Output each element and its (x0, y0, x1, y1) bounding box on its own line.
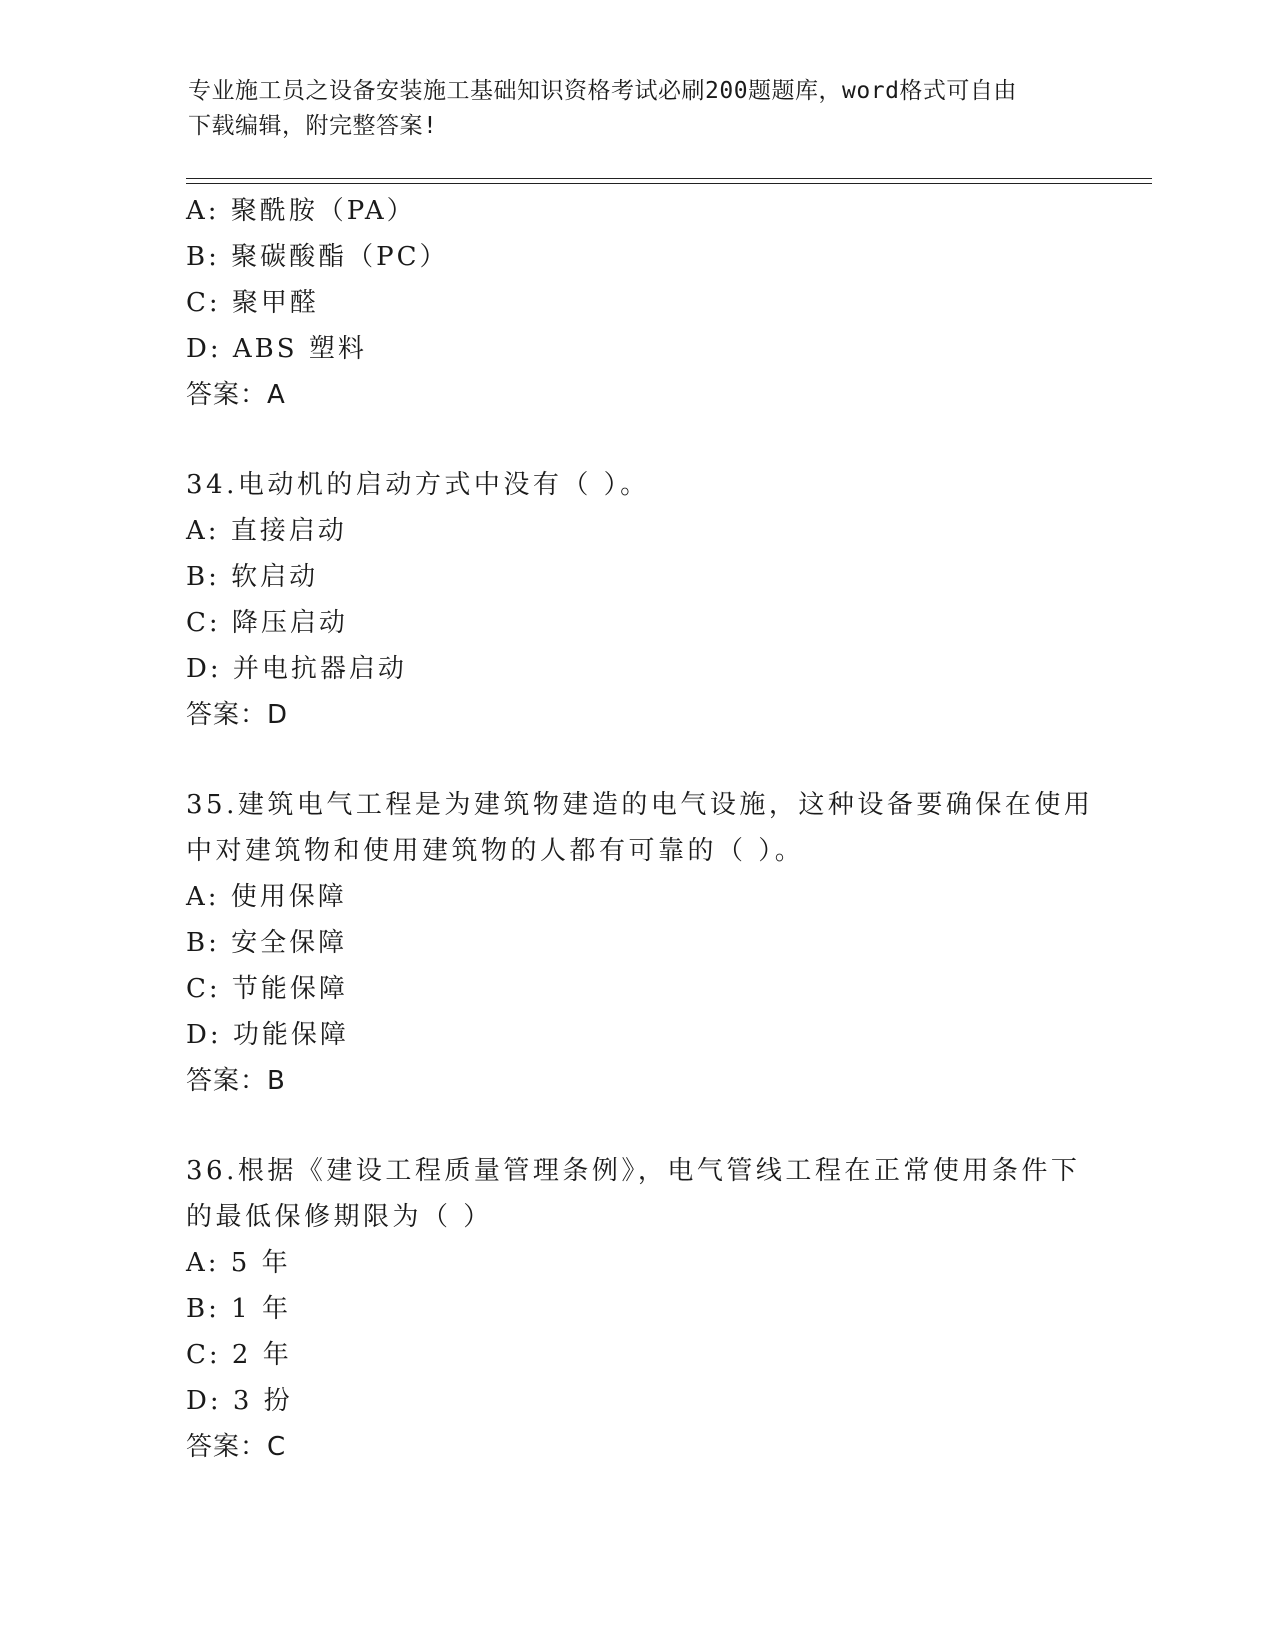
header-line-2: 下载编辑，附完整答案! (188, 113, 438, 139)
question-block-35 (186, 782, 1094, 1104)
header-line-1: 专业施工员之设备安装施工基础知识资格考试必刷200题题库，word格式可自由 (188, 78, 1017, 104)
option-b: B: 软启动 (186, 562, 319, 592)
answer-line: 答案：D (186, 700, 289, 730)
question-block-36 (186, 1148, 1086, 1470)
option-d: D: 并电抗器启动 (186, 654, 407, 684)
question-stem-line-1: 35.建筑电气工程是为建筑物建造的电气设施，这种设备要确保在使用 (186, 790, 1094, 820)
option-b: B: 安全保障 (186, 928, 348, 958)
question-stem: 34.电动机的启动方式中没有（ ）。 (186, 470, 650, 500)
question-block-33 (186, 188, 1086, 418)
question-list (186, 188, 1094, 1470)
option-d: D: 功能保障 (186, 1020, 349, 1050)
option-c: C: 2 年 (186, 1340, 292, 1370)
spacer (186, 1104, 1086, 1148)
spacer (186, 418, 1086, 462)
document-header (188, 74, 1078, 144)
option-c: C: 节能保障 (186, 974, 348, 1004)
option-a: A: 聚酰胺（PA） (186, 196, 416, 226)
answer-line: 答案：B (186, 1066, 286, 1096)
question-stem-line-2: 中对建筑物和使用建筑物的人都有可靠的（ ）。 (186, 836, 805, 866)
question-stem-line-1: 36.根据《建设工程质量管理条例》，电气管线工程在正常使用条件下 (186, 1156, 1081, 1186)
option-d: D: 3 扮 (186, 1386, 293, 1416)
option-c: C: 降压启动 (186, 608, 348, 638)
question-stem-line-2: 的最低保修期限为（ ） (186, 1202, 493, 1232)
option-a: A: 使用保障 (186, 882, 347, 912)
answer-line: 答案：C (186, 1432, 287, 1462)
option-b: B: 1 年 (186, 1294, 291, 1324)
answer-line: 答案：A (186, 380, 286, 410)
option-c: C: 聚甲醛 (186, 288, 319, 318)
header-divider (186, 178, 1152, 184)
option-d: D: ABS 塑料 (186, 334, 367, 364)
spacer (186, 738, 1086, 782)
option-a: A: 直接启动 (186, 516, 347, 546)
question-block-34 (186, 462, 1086, 738)
option-b: B: 聚碳酸酯（PC） (186, 242, 449, 272)
option-a: A: 5 年 (186, 1248, 291, 1278)
